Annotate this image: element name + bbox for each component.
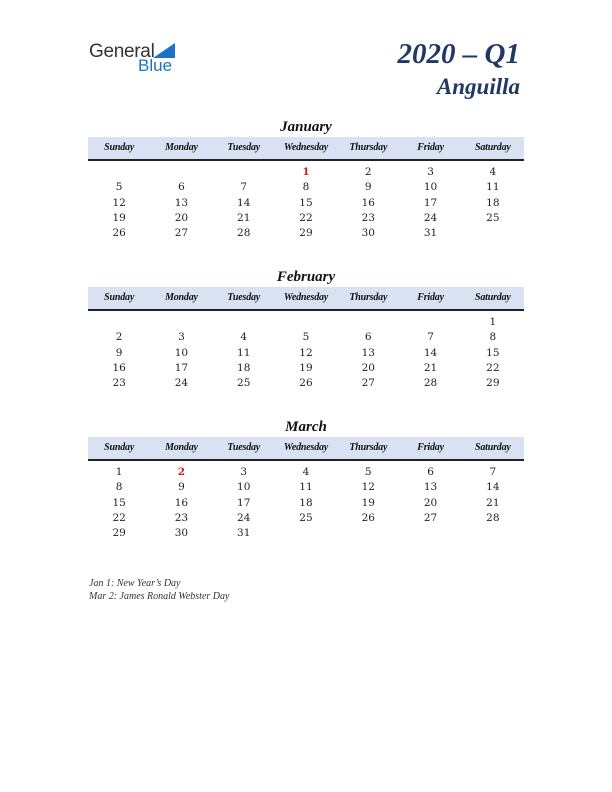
week-rows (88, 161, 524, 241)
day-cell: 13 (174, 196, 189, 209)
month-0 (88, 117, 524, 241)
month-2 (88, 417, 524, 541)
day-cell: 21 (237, 211, 251, 224)
day-cell: 10 (174, 346, 189, 359)
day-cell: 4 (489, 166, 497, 178)
weekday-header (88, 287, 524, 311)
day-cell: 13 (361, 346, 375, 359)
weekday-label: Tuesday (227, 442, 261, 453)
day-cell: 26 (361, 511, 375, 524)
day-cell: 4 (240, 331, 248, 344)
day-cell (213, 165, 275, 180)
day-cell: 1 (489, 316, 497, 328)
weekday-label: Monday (165, 292, 198, 303)
day-cell: 14 (237, 196, 251, 209)
weekday-label: Tuesday (227, 142, 261, 153)
weekday-label: Sunday (104, 142, 135, 153)
day-cell: 9 (364, 181, 372, 194)
day-cell: 14 (486, 481, 500, 494)
day-cell: 5 (302, 331, 310, 344)
day-cell: 7 (427, 331, 434, 344)
weekday-header (88, 137, 524, 161)
day-cell: 8 (489, 331, 497, 344)
day-cell: 6 (364, 331, 372, 344)
weekday-label: Thursday (349, 442, 388, 453)
day-cell: 19 (112, 211, 126, 224)
weekday-label: Saturday (475, 142, 511, 153)
day-cell: 20 (174, 211, 189, 224)
day-cell (337, 315, 399, 330)
day-cell: 15 (299, 196, 313, 209)
week-row (88, 196, 524, 211)
day-cell: 19 (361, 496, 375, 509)
weekday-label: Friday (417, 142, 444, 153)
weekday-label: Friday (417, 292, 444, 303)
day-cell: 27 (174, 227, 189, 240)
week-row (88, 376, 524, 391)
day-cell: 29 (486, 377, 500, 390)
day-cell: 16 (361, 196, 375, 209)
week-row (88, 480, 524, 495)
day-cell: 9 (178, 481, 185, 494)
day-cell: 2 (177, 466, 186, 478)
day-cell: 22 (112, 511, 126, 524)
weekday-header (88, 437, 524, 461)
month-name: March (285, 419, 327, 435)
weekday-label: Monday (165, 142, 198, 153)
day-cell: 18 (237, 361, 251, 374)
day-cell: 30 (361, 227, 375, 240)
week-rows (88, 311, 524, 391)
weekday-label: Monday (165, 442, 198, 453)
day-cell: 5 (115, 181, 123, 194)
day-cell: 13 (423, 481, 438, 494)
day-cell: 11 (237, 346, 251, 359)
day-cell: 26 (299, 377, 313, 390)
day-cell: 3 (240, 466, 248, 478)
page-title: 2020 – Q1 (397, 38, 520, 70)
day-cell: 8 (115, 481, 123, 494)
weekday-label: Saturday (475, 442, 511, 453)
day-cell: 30 (174, 527, 189, 540)
day-cell: 10 (237, 481, 251, 494)
day-cell: 16 (112, 361, 126, 374)
day-cell (275, 526, 337, 541)
day-cell (462, 226, 524, 241)
holiday-notes (89, 577, 229, 603)
weekday-label: Sunday (104, 292, 135, 303)
day-cell: 29 (112, 527, 126, 540)
day-cell (88, 165, 150, 180)
weekday-label: Friday (417, 442, 444, 453)
month-name: February (276, 269, 336, 285)
weekday-label: Wednesday (283, 142, 329, 153)
day-cell: 31 (423, 227, 438, 240)
day-cell: 27 (423, 511, 438, 524)
day-cell: 27 (361, 377, 375, 390)
day-cell: 25 (237, 377, 251, 390)
day-cell: 17 (237, 496, 251, 509)
day-cell: 12 (361, 481, 375, 494)
day-cell: 17 (174, 361, 189, 374)
day-cell: 8 (302, 181, 310, 194)
week-row (88, 226, 524, 241)
page-subtitle: Anguilla (436, 74, 520, 99)
day-cell: 16 (174, 496, 189, 509)
day-cell (150, 315, 212, 330)
holiday-note: Jan 1: New Year’s Day (89, 578, 181, 589)
day-cell: 23 (112, 377, 126, 390)
month-name: January (280, 119, 332, 135)
day-cell: 25 (486, 211, 500, 224)
weekday-label: Wednesday (283, 442, 329, 453)
day-cell (275, 315, 337, 330)
day-cell: 26 (112, 227, 126, 240)
day-cell: 3 (427, 166, 434, 178)
day-cell: 2 (115, 331, 123, 344)
day-cell: 9 (115, 346, 123, 359)
day-cell: 21 (486, 496, 500, 509)
day-cell: 1 (115, 466, 123, 478)
day-cell: 15 (486, 346, 500, 359)
week-row (88, 346, 524, 361)
day-cell: 28 (237, 227, 251, 240)
weekday-label: Tuesday (227, 292, 261, 303)
weekday-label: Thursday (349, 142, 388, 153)
day-cell: 19 (299, 361, 313, 374)
day-cell (337, 526, 399, 541)
weekday-label: Thursday (349, 292, 388, 303)
weekday-label: Sunday (104, 442, 135, 453)
day-cell: 2 (364, 166, 372, 178)
weekday-label: Wednesday (283, 292, 329, 303)
weekday-label: Saturday (475, 292, 511, 303)
day-cell: 11 (299, 481, 313, 494)
week-row (88, 526, 524, 541)
day-cell: 11 (486, 181, 500, 194)
holiday-note: Mar 2: James Ronald Webster Day (89, 591, 230, 602)
day-cell: 24 (423, 211, 438, 224)
day-cell: 12 (299, 346, 313, 359)
week-row (88, 511, 524, 526)
day-cell (88, 315, 150, 330)
day-cell: 24 (237, 511, 251, 524)
day-cell: 23 (361, 211, 375, 224)
day-cell: 21 (423, 361, 438, 374)
month-1 (88, 267, 524, 391)
day-cell: 12 (112, 196, 126, 209)
day-cell (399, 526, 461, 541)
week-row (88, 361, 524, 376)
day-cell: 22 (299, 211, 313, 224)
logo-blue-text: Blue (138, 56, 173, 75)
week-row (88, 330, 524, 345)
day-cell: 29 (299, 227, 313, 240)
day-cell: 22 (486, 361, 500, 374)
day-cell: 28 (486, 511, 500, 524)
day-cell: 31 (237, 527, 251, 540)
day-cell: 23 (174, 511, 189, 524)
day-cell: 15 (112, 496, 126, 509)
logo-general-text: General (89, 41, 155, 62)
day-cell (213, 315, 275, 330)
day-cell: 25 (299, 511, 313, 524)
day-cell: 7 (489, 466, 497, 478)
day-cell: 6 (427, 466, 434, 478)
week-row (88, 315, 524, 330)
day-cell: 18 (299, 496, 313, 509)
day-cell (462, 526, 524, 541)
week-row (88, 211, 524, 226)
week-row (88, 165, 524, 180)
day-cell: 20 (361, 361, 375, 374)
day-cell: 5 (364, 466, 372, 478)
day-cell: 14 (423, 346, 438, 359)
week-row (88, 496, 524, 511)
day-cell: 18 (486, 196, 500, 209)
day-cell: 24 (174, 377, 189, 390)
day-cell: 20 (423, 496, 438, 509)
day-cell: 3 (178, 331, 185, 344)
day-cell (150, 165, 212, 180)
logo (89, 41, 189, 77)
day-cell (399, 315, 461, 330)
day-cell: 17 (423, 196, 438, 209)
day-cell: 4 (302, 466, 310, 478)
week-row (88, 180, 524, 195)
day-cell: 1 (302, 166, 310, 178)
day-cell: 6 (178, 181, 185, 194)
day-cell: 7 (240, 181, 248, 194)
week-rows (88, 461, 524, 541)
day-cell: 28 (423, 377, 438, 390)
day-cell: 10 (423, 181, 438, 194)
week-row (88, 465, 524, 480)
